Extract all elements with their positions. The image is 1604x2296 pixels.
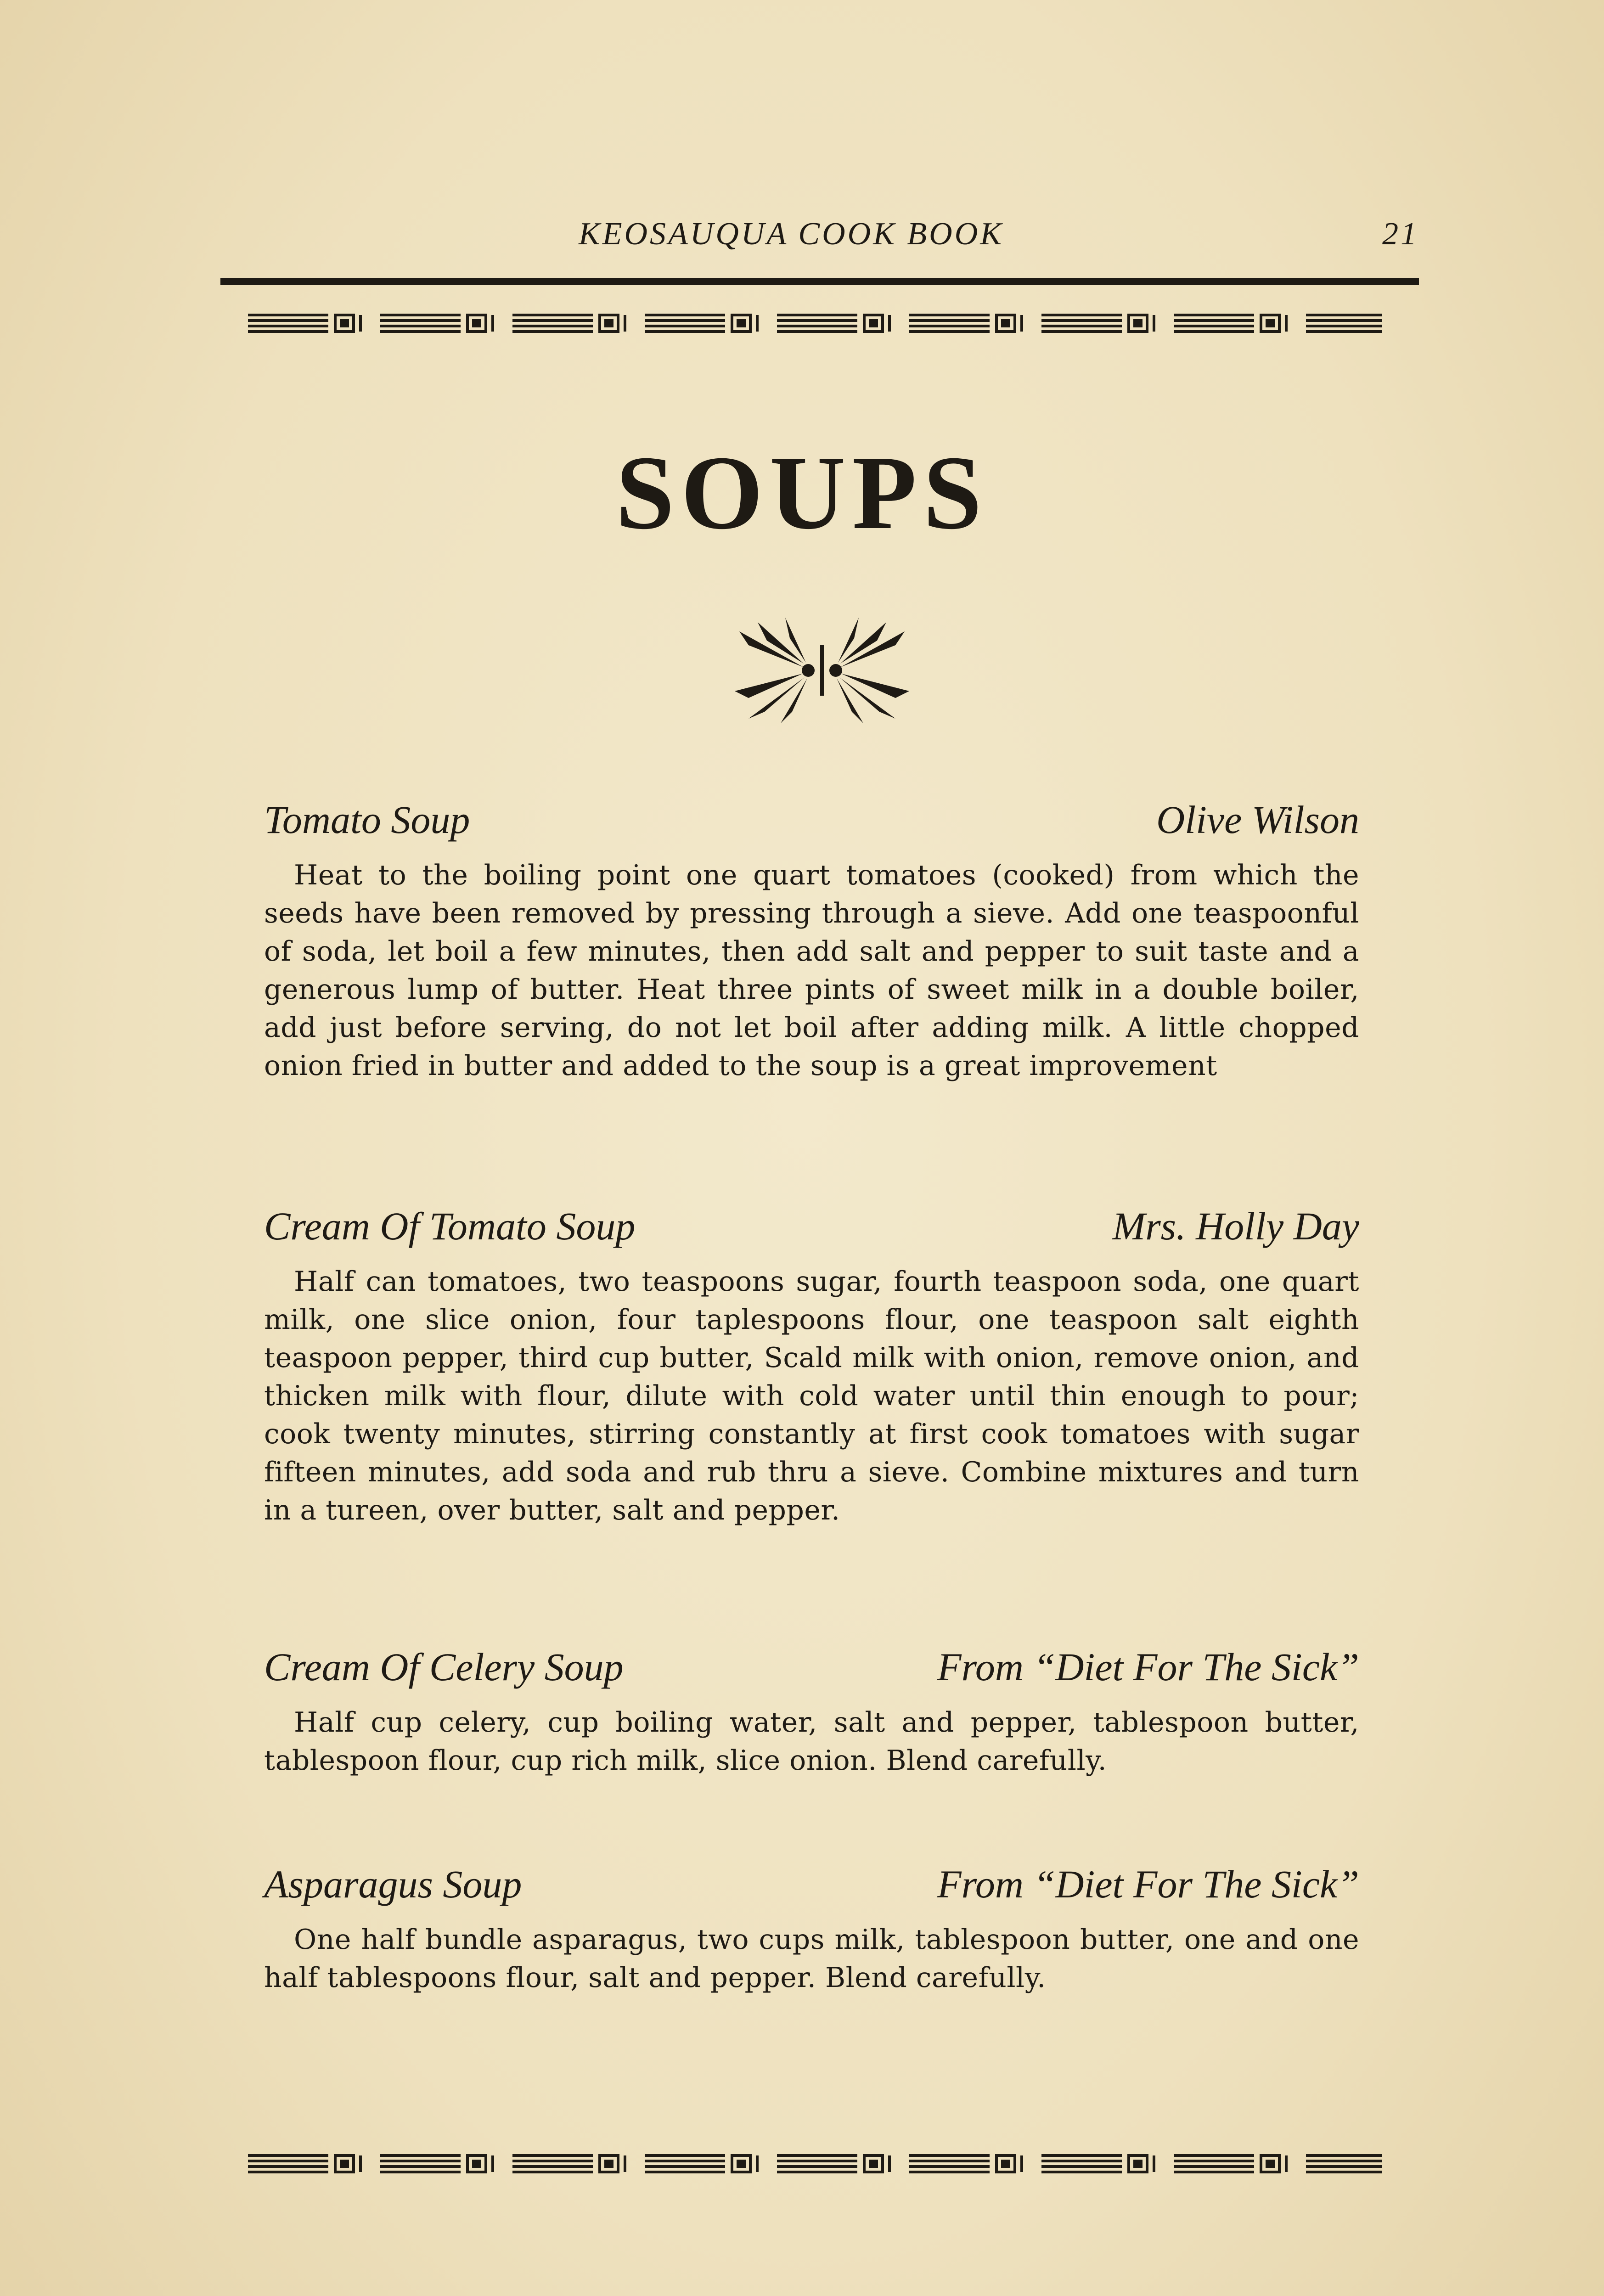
recipe-text: Half can tomatoes, two teaspoons sugar, fourth teaspoon soda, one quart milk, one slice onion, four taplespoons flour, one teaspoon salt eighth teaspoon pepper, third cup butter, Scald milk with onion, remove onion, and thicken milk with flour, dilute with cold water until thin enough to pour; cook twenty minutes, stirring constantly at first cook tomatoes with sugar fifteen minutes, add soda and rub thru a sieve. Combine mixtures and turn in a tureen, over butter, salt and pepper.: [264, 1266, 1359, 1526]
floral-ornament: [730, 618, 914, 723]
recipe-cream-of-tomato-soup: [264, 1203, 1359, 1530]
recipe-name: Tomato Soup: [264, 798, 470, 842]
recipe-text: Half cup celery, cup boiling water, salt and pepper, tablespoon butter, tablespoon flour, cup rich milk, slice onion. Blend carefully.: [264, 1706, 1359, 1777]
recipe-name: Cream Of Celery Soup: [264, 1645, 624, 1689]
header-rule: [220, 278, 1419, 285]
running-header: [220, 216, 1419, 262]
recipe-tomato-soup: [264, 797, 1359, 1085]
bottom-decorative-border: [248, 2153, 1382, 2175]
recipe-name: Cream Of Tomato Soup: [264, 1204, 636, 1248]
recipe-text: One half bundle asparagus, two cups milk, tablespoon butter, one and one half tablespoons flour, salt and pepper. Blend carefully.: [264, 1924, 1359, 1994]
recipe-text: Heat to the boiling point one quart tomatoes (cooked) from which the seeds have been removed by pressing through a sieve. Add one teaspoonful of soda, let boil a few minutes, then add salt and pepper to suit taste and a generous lump of butter. Heat three pints of sweet milk in a double boiler, add just before serving, do not let boil after adding milk. A little chopped onion fried in butter and added to the soup is a great improvement: [264, 859, 1359, 1082]
page-number: 21: [1382, 216, 1419, 252]
recipe-heading: [264, 1203, 1359, 1254]
recipe-heading: [264, 1644, 1359, 1694]
recipe-author: From “Diet For The Sick”: [937, 1862, 1359, 1906]
recipe-author: From “Diet For The Sick”: [937, 1645, 1359, 1689]
recipe-cream-of-celery-soup: [264, 1644, 1359, 1780]
recipe-author: Mrs. Holly Day: [1112, 1204, 1359, 1248]
top-decorative-border: [248, 312, 1382, 334]
recipe-name: Asparagus Soup: [264, 1862, 522, 1906]
header-title: KEOSAUQUA COOK BOOK: [579, 216, 1004, 252]
recipe-heading: [264, 1861, 1359, 1912]
section-title: SOUPS: [615, 434, 989, 551]
recipe-author: Olive Wilson: [1156, 798, 1359, 842]
recipe-heading: [264, 797, 1359, 847]
recipe-asparagus-soup: [264, 1861, 1359, 1997]
